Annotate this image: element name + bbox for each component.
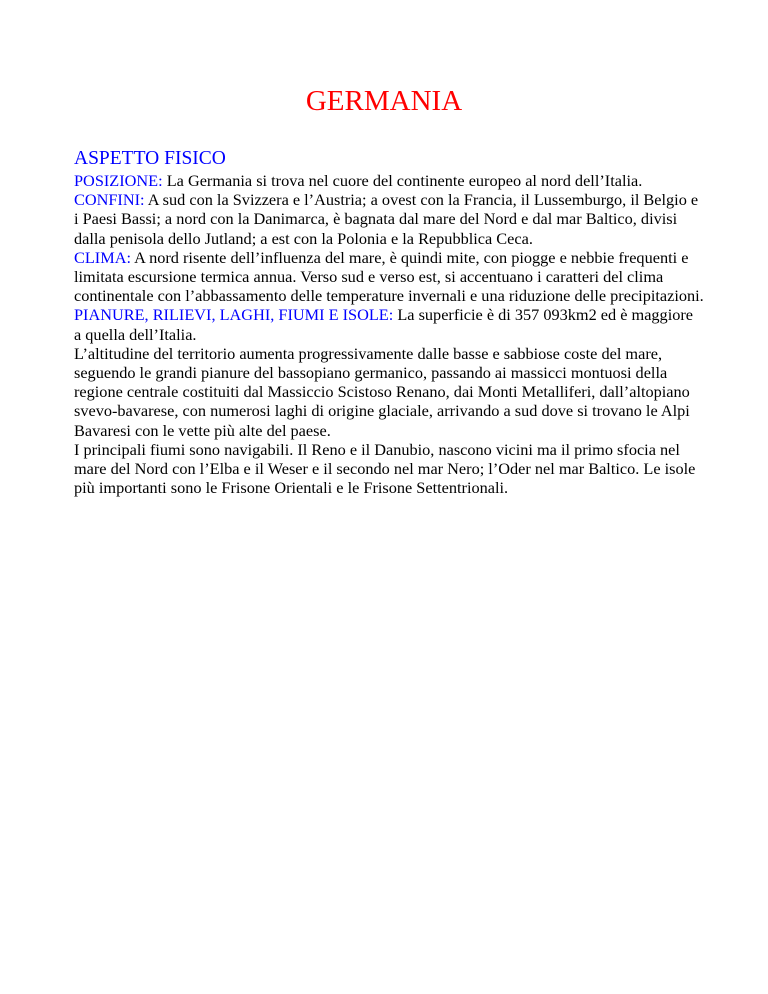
paragraph-label: POSIZIONE: <box>74 171 163 190</box>
paragraph-confini <box>74 190 704 248</box>
paragraph-pianure <box>74 305 704 343</box>
paragraph-posizione <box>74 171 704 190</box>
paragraph-fiumi <box>74 440 704 498</box>
paragraph-clima <box>74 248 704 306</box>
paragraph-text: La Germania si trova nel cuore del continente europeo al nord dell’Italia. <box>162 171 643 190</box>
paragraph-text: L’altitudine del territorio aumenta progressivamente dalle basse e sabbiose coste del mare, seguendo le grandi pianure del bassopiano germanico, passando ai massicci montuosi della regione centrale costituiti dal Massiccio Scistoso Renano, dai Monti Metalliferi, dall’altopiano svevo-bavarese, con numerosi laghi di origine glaciale, arrivando a sud dove si trovano le Alpi Bavaresi con le vette più alte del paese. <box>74 343 690 440</box>
section-heading: ASPETTO FISICO <box>74 148 226 169</box>
paragraph-label: CONFINI: <box>74 190 145 210</box>
paragraph-altitudine <box>74 344 704 440</box>
paragraph-text: A nord risente dell’influenza del mare, è quindi mite, con piogge e nebbie frequenti e limitata escursione termica annua. Verso sud e verso est, si accentuano i caratteri del clima continentale con l’abbassamento delle temperature invernali e una riduzione delle precipitazioni. <box>74 247 704 306</box>
document-title: GERMANIA <box>305 85 463 117</box>
paragraph-label: CLIMA: <box>74 247 131 267</box>
document-body <box>74 171 704 497</box>
paragraph-text: I principali fiumi sono navigabili. Il Reno e il Danubio, nascono vicini ma il primo sfocia nel mare del Nord con l’Elba e il Weser e il secondo nel mar Nero; l’Oder nel mar Baltico. Le isole più importanti sono le Frisone Orientali e le Frisone Settentrionali. <box>74 439 696 498</box>
paragraph-text: La superficie è di 357 093km2 ed è maggiore a quella dell’Italia. <box>74 305 694 344</box>
paragraph-text: A sud con la Svizzera e l’Austria; a ovest con la Francia, il Lussemburgo, il Belgio e i Paesi Bassi; a nord con la Danimarca, è bagnata dal mare del Nord e dal mar Baltico, divisi dalla penisola dello Jutland; a est con la Polonia e la Repubblica Ceca. <box>74 190 699 248</box>
paragraph-label: PIANURE, RILIEVI, LAGHI, FIUMI E ISOLE: <box>74 305 394 325</box>
